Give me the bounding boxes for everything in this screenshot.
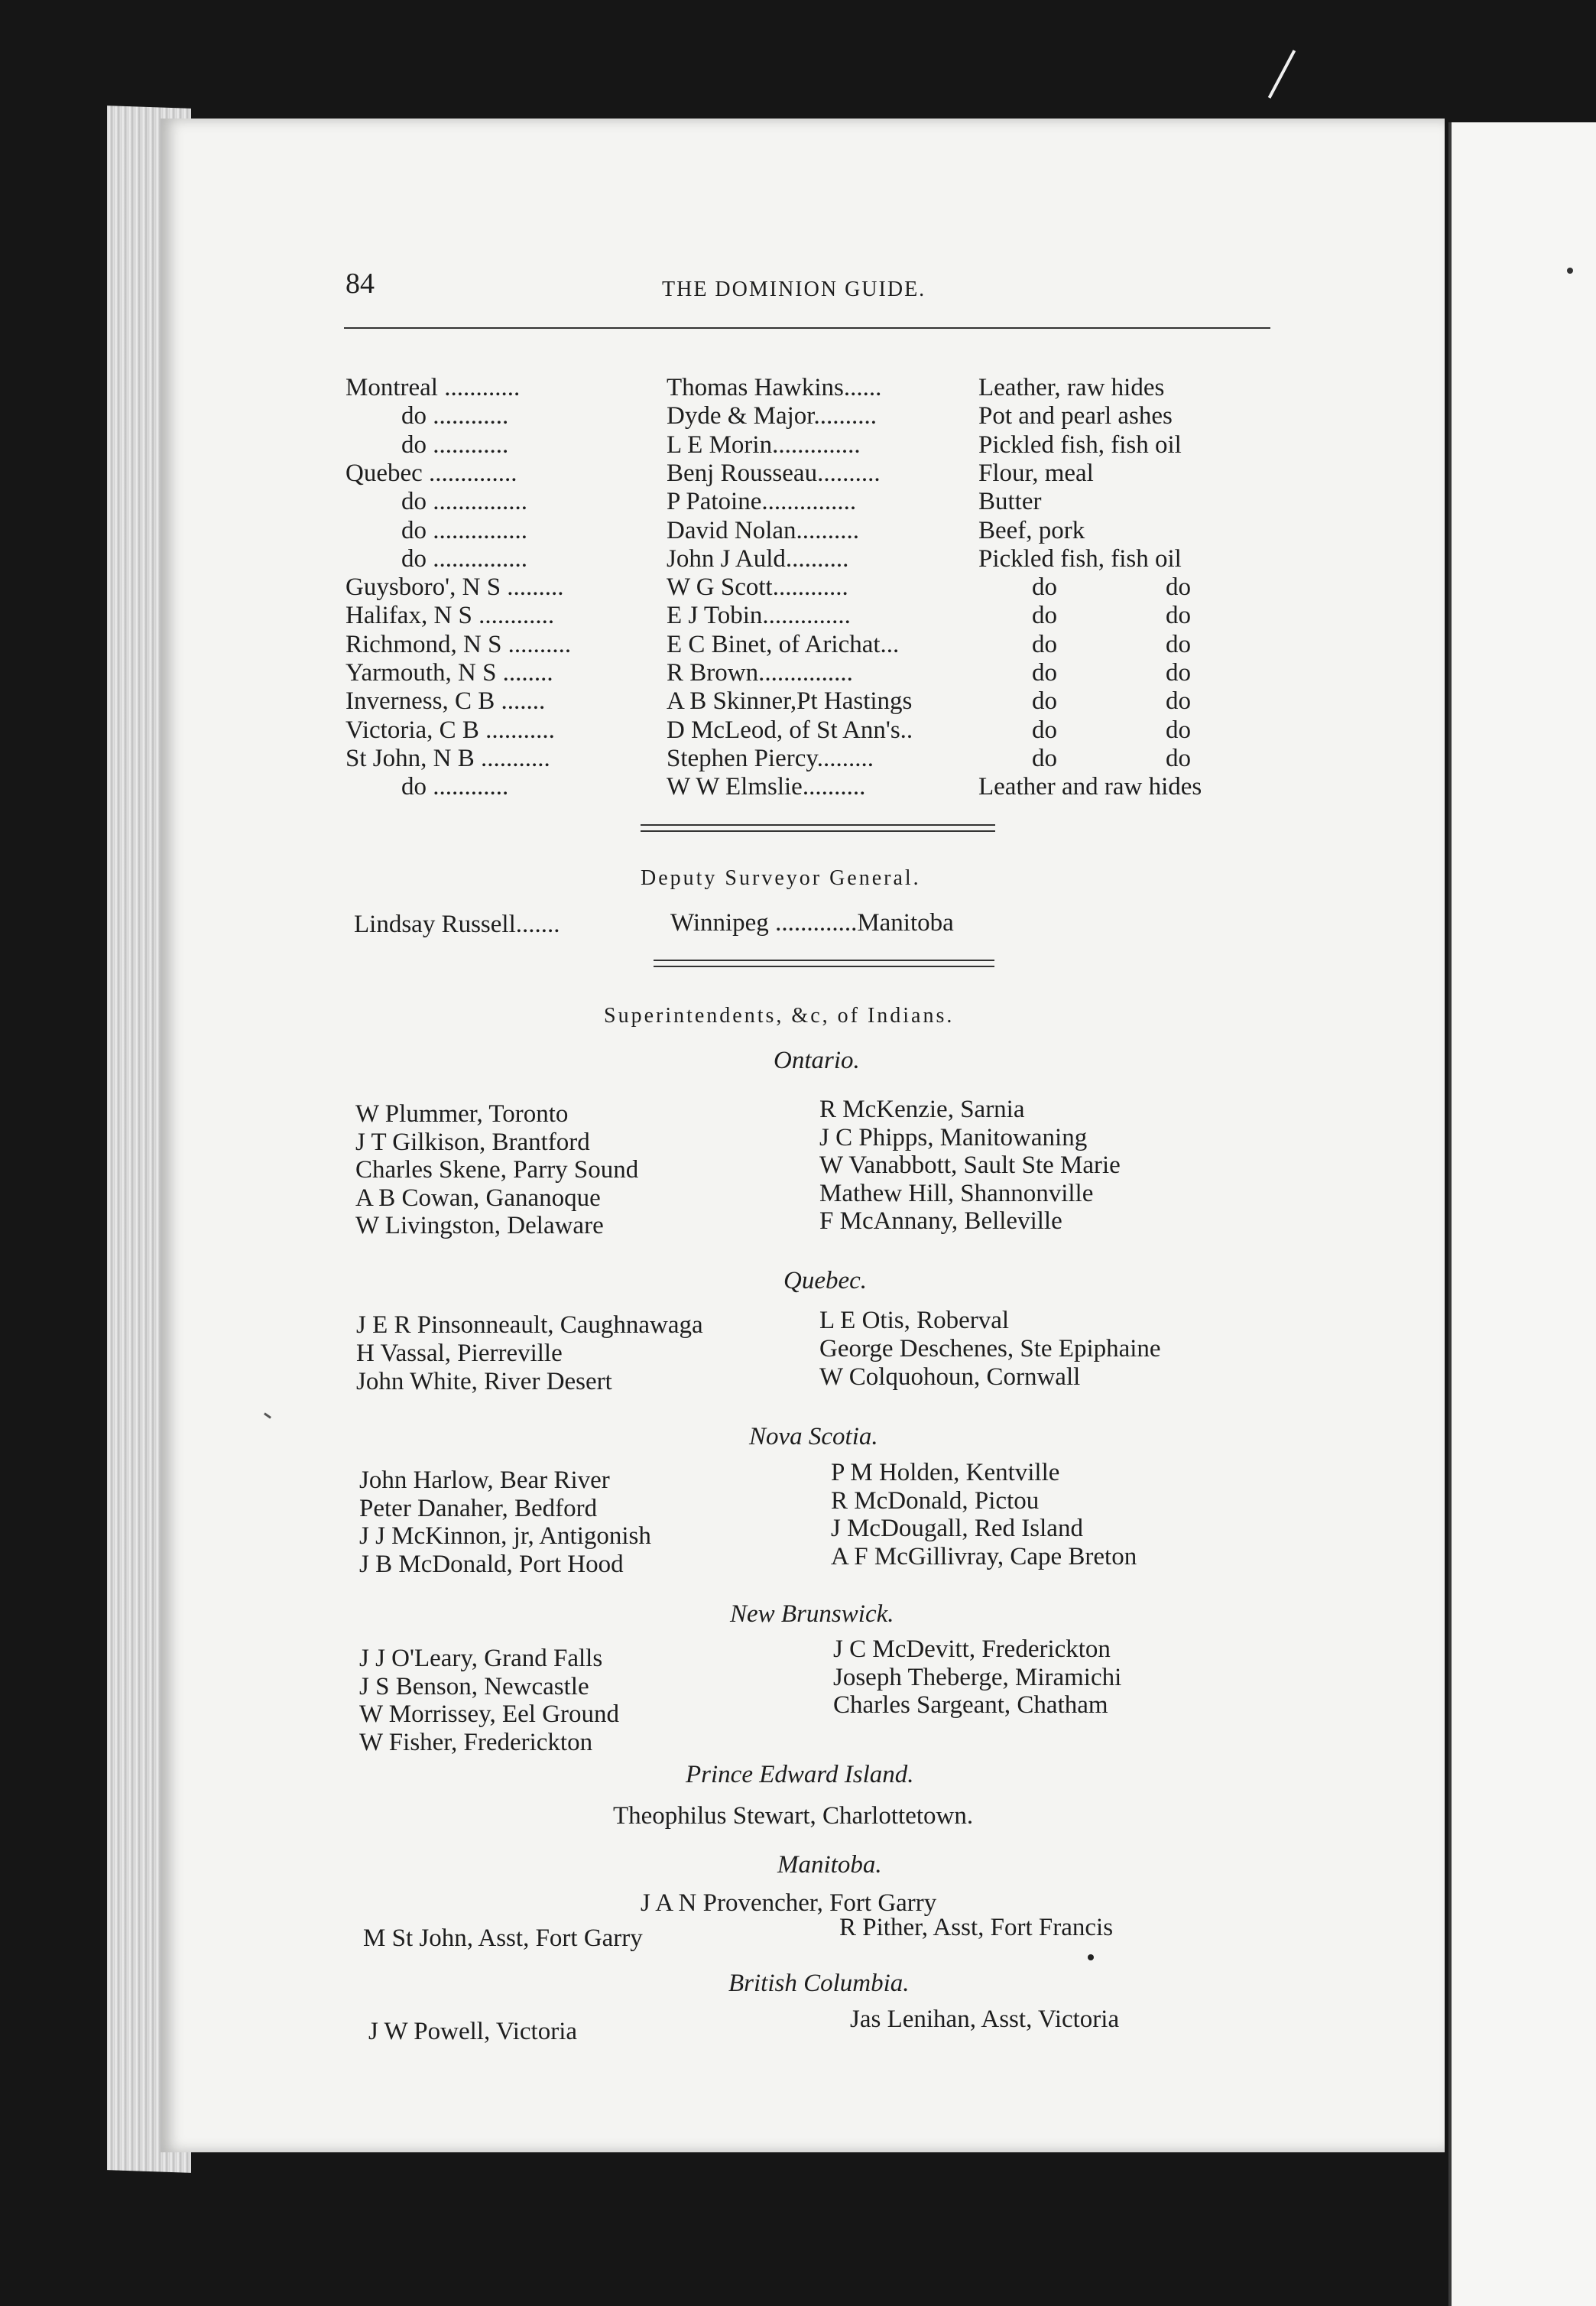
list-item: Peter Danaher, Bedford [359, 1494, 598, 1522]
ink-speck [1088, 1954, 1094, 1960]
list-item: John Harlow, Bear River [359, 1466, 610, 1494]
ledger-trade-ditto: do [1166, 744, 1191, 772]
ledger-trade-ditto: do [1166, 659, 1191, 687]
ledger-name: E J Tobin.............. [667, 602, 851, 630]
ledger-trade: Pot and pearl ashes [978, 402, 1173, 430]
ledger-name: L E Morin.............. [667, 430, 861, 459]
ledger-name: Benj Rousseau.......... [667, 459, 881, 487]
list-item: J C Phipps, Manitowaning [819, 1123, 1088, 1151]
section-rule [654, 966, 994, 967]
subheading-new-brunswick: New Brunswick. [730, 1600, 894, 1628]
section-heading-superintendents: Superintendents, &c, of Indians. [604, 1004, 955, 1028]
deputy-name-text: Lindsay Russell [354, 911, 516, 938]
facing-page-edge [1448, 122, 1596, 2306]
list-item: W Livingston, Delaware [355, 1212, 604, 1239]
ledger-trade: Flour, meal [978, 459, 1094, 487]
ledger-trade: do [1032, 716, 1057, 744]
list-item: J McDougall, Red Island [831, 1515, 1083, 1542]
ledger-place: Richmond, N S .......... [345, 630, 572, 658]
deputy-city-text: Winnipeg [670, 909, 769, 937]
list-item: R McKenzie, Sarnia [819, 1096, 1025, 1123]
ledger-trade: Leather and raw hides [978, 773, 1202, 801]
ledger-trade-ditto: do [1166, 716, 1191, 744]
section-rule [641, 824, 995, 826]
list-item: John White, River Desert [356, 1368, 612, 1395]
ledger-trade-ditto: do [1166, 630, 1191, 658]
ledger-name: R Brown............... [667, 659, 853, 687]
subheading-quebec: Quebec. [783, 1267, 868, 1294]
ledger-name: W G Scott............ [667, 573, 848, 602]
section-rule [654, 960, 994, 961]
ledger-trade-ditto: do [1166, 573, 1191, 602]
list-item: L E Otis, Roberval [819, 1307, 1010, 1334]
list-item: Joseph Theberge, Miramichi [833, 1663, 1122, 1691]
ledger-place: Inverness, C B ....... [345, 687, 546, 716]
bc-right-entry: Jas Lenihan, Asst, Victoria [850, 2006, 1120, 2033]
ledger-name: Thomas Hawkins...... [667, 374, 882, 401]
subheading-manitoba: Manitoba. [777, 1851, 882, 1879]
ledger-name: D McLeod, of St Ann's.. [667, 716, 913, 744]
ledger-trade: Leather, raw hides [978, 374, 1165, 401]
bc-left-entry: J W Powell, Victoria [368, 2018, 578, 2045]
ledger-place: Yarmouth, N S ........ [345, 659, 553, 687]
list-item: Charles Sargeant, Chatham [833, 1691, 1108, 1719]
leader-dots: ....... [515, 911, 560, 938]
list-item: W Colquohoun, Cornwall [819, 1363, 1081, 1391]
page-corner-mark [1268, 50, 1296, 99]
ledger-place: do ............ [401, 773, 509, 801]
manitoba-right-entry: R Pither, Asst, Fort Francis [839, 1914, 1114, 1941]
page-number: 84 [345, 268, 375, 300]
list-item: J J O'Leary, Grand Falls [359, 1645, 603, 1672]
list-item: W Vanabbott, Sault Ste Marie [819, 1151, 1121, 1179]
list-item: W Morrissey, Eel Ground [359, 1700, 620, 1728]
ledger-trade-ditto: do [1166, 687, 1191, 716]
list-item: W Fisher, Frederickton [359, 1728, 593, 1756]
list-item: George Deschenes, Ste Epiphaine [819, 1335, 1161, 1362]
ledger-trade: do [1032, 744, 1057, 772]
ledger-place: Victoria, C B ........... [345, 716, 555, 744]
pei-entry: Theophilus Stewart, Charlottetown. [613, 1802, 974, 1830]
manitoba-center-entry: J A N Provencher, Fort Garry [641, 1889, 937, 1917]
list-item: P M Holden, Kentville [831, 1459, 1060, 1486]
ledger-place: Halifax, N S ............ [345, 602, 555, 630]
subheading-nova-scotia: Nova Scotia. [749, 1423, 878, 1450]
ledger-place: do ............... [401, 516, 527, 544]
deputy-city [670, 908, 954, 937]
ledger-name: P Patoine............... [667, 488, 857, 516]
section-rule [641, 830, 995, 832]
list-item: J T Gilkison, Brantford [355, 1128, 590, 1156]
ledger-trade: do [1032, 630, 1057, 658]
subheading-british-columbia: British Columbia. [728, 1970, 910, 1997]
ledger-name: W W Elmslie.......... [667, 773, 866, 801]
list-item: Charles Skene, Parry Sound [355, 1156, 639, 1184]
ledger-name: E C Binet, of Arichat... [667, 630, 900, 658]
subheading-ontario: Ontario. [774, 1047, 860, 1074]
list-item: R McDonald, Pictou [831, 1486, 1040, 1515]
subheading-pei: Prince Edward Island. [686, 1761, 914, 1788]
deputy-name [354, 910, 560, 939]
ledger-trade: do [1032, 602, 1057, 630]
ledger-trade: Beef, pork [978, 516, 1085, 544]
deputy-province: Manitoba [857, 909, 954, 937]
ledger-place: do ............ [401, 402, 509, 430]
ledger-name: Stephen Piercy......... [667, 744, 874, 772]
list-item: Mathew Hill, Shannonville [819, 1179, 1094, 1207]
ledger-trade-ditto: do [1166, 602, 1191, 630]
list-item: J C McDevitt, Frederickton [833, 1635, 1111, 1663]
list-item: W Plummer, Toronto [355, 1100, 569, 1128]
ledger-name: Dyde & Major.......... [667, 402, 877, 430]
ledger-place: Guysboro', N S ......... [345, 573, 564, 602]
ledger-trade: Pickled fish, fish oil [978, 544, 1182, 573]
ledger-name: David Nolan.......... [667, 516, 860, 544]
ledger-trade: Pickled fish, fish oil [978, 430, 1182, 459]
list-item: J S Benson, Newcastle [359, 1672, 589, 1700]
list-item: J J McKinnon, jr, Antigonish [359, 1522, 651, 1550]
ledger-trade: Butter [978, 488, 1042, 516]
ledger-place: Montreal ............ [345, 374, 521, 401]
list-item: A F McGillivray, Cape Breton [831, 1542, 1137, 1570]
ledger-place: Quebec .............. [345, 459, 517, 487]
section-heading-deputy: Deputy Surveyor General. [641, 866, 921, 890]
header-rule [344, 327, 1270, 329]
ledger-place: do ............... [401, 544, 527, 573]
ledger-place: do ............... [401, 488, 527, 516]
list-item: F McAnnany, Belleville [819, 1207, 1062, 1235]
ledger-name: John J Auld.......... [667, 544, 849, 573]
ink-speck [1567, 268, 1573, 274]
list-item: A B Cowan, Gananoque [355, 1184, 601, 1212]
running-head: THE DOMINION GUIDE. [662, 278, 926, 301]
ledger-trade: do [1032, 687, 1057, 716]
manitoba-left-entry: M St John, Asst, Fort Garry [363, 1924, 643, 1952]
list-item: J B McDonald, Port Hood [359, 1550, 624, 1578]
ledger-place: do ............ [401, 430, 509, 459]
leader-dots: ............. [775, 909, 858, 937]
ledger-trade: do [1032, 659, 1057, 687]
ledger-place: St John, N B ........... [345, 744, 550, 772]
list-item: H Vassal, Pierreville [356, 1340, 563, 1367]
ledger-name: A B Skinner,Pt Hastings [667, 687, 913, 716]
list-item: J E R Pinsonneault, Caughnawaga [356, 1311, 703, 1339]
ledger-trade: do [1032, 573, 1057, 602]
